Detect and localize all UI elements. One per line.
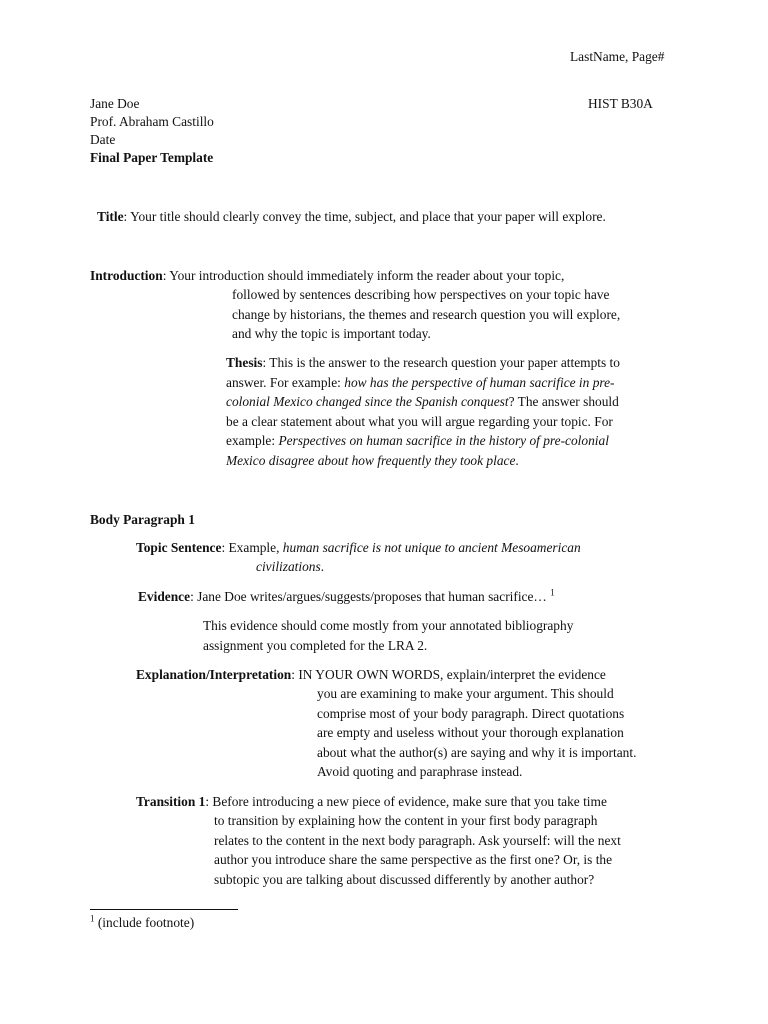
evidence-line bbox=[138, 587, 555, 607]
topic-sentence-line-1 bbox=[136, 538, 581, 558]
introduction-text-1: : Your introduction should immediately inform the reader about your topic, bbox=[162, 268, 565, 283]
explanation-text-6: Avoid quoting and paraphrase instead. bbox=[317, 764, 523, 779]
thesis-line-5 bbox=[226, 431, 620, 451]
explanation-line-1 bbox=[136, 665, 606, 685]
introduction-line-1 bbox=[90, 266, 564, 286]
introduction-text-4: and why the topic is important today. bbox=[232, 326, 431, 341]
thesis-line-1 bbox=[226, 353, 620, 373]
thesis-text-5b: Perspectives on human sacrifice in the history of pre-colonial bbox=[278, 433, 609, 448]
topic-sentence-text-1a: : Example, bbox=[221, 540, 283, 555]
transition-text-4: author you introduce share the same perspective as the first one? Or, is the bbox=[214, 852, 613, 867]
thesis-line-2 bbox=[226, 373, 620, 393]
student-name: Jane Doe bbox=[90, 96, 140, 111]
explanation-text-4: are empty and useless without your thorough explanation bbox=[317, 725, 624, 740]
transition-text-2: to transition by explaining how the content in your first body paragraph bbox=[214, 813, 598, 828]
thesis-text-2b: how has the perspective of human sacrifice in pre- bbox=[344, 374, 615, 390]
topic-sentence-line-2 bbox=[256, 557, 324, 577]
transition-line-1 bbox=[136, 792, 607, 812]
transition-text-5: subtopic you are talking about discussed differently by another author? bbox=[214, 871, 595, 887]
running-head: LastName, Page# bbox=[570, 49, 665, 64]
footnote bbox=[90, 913, 194, 933]
transition-text-3: relates to the content in the next body paragraph. Ask yourself: will the next bbox=[214, 832, 621, 848]
title-instruction bbox=[97, 207, 606, 227]
topic-sentence-label: Topic Sentence bbox=[136, 540, 222, 555]
explanation-text-5: about what the author(s) are saying and why it is important. bbox=[317, 744, 637, 760]
thesis-line-6 bbox=[226, 451, 620, 471]
thesis-line-3 bbox=[226, 392, 620, 412]
evidence-label: Evidence bbox=[138, 589, 191, 604]
transition-text-1: : Before introducing a new piece of evidence, make sure that you take time bbox=[205, 794, 607, 809]
evidence-footnote-mark: 1 bbox=[550, 587, 555, 598]
thesis-text-1: : This is the answer to the research question your paper attempts to bbox=[262, 355, 620, 370]
introduction-text-3: change by historians, the themes and research question you will explore, bbox=[232, 306, 621, 322]
evidence-note bbox=[203, 616, 573, 655]
introduction-text-2: followed by sentences describing how perspectives on your topic have bbox=[232, 287, 610, 302]
introduction-continuation bbox=[232, 285, 620, 344]
explanation-label: Explanation/Interpretation bbox=[136, 667, 292, 682]
transition-label: Transition 1 bbox=[136, 794, 206, 809]
title-label: Title bbox=[97, 209, 124, 224]
transition-continuation bbox=[214, 811, 621, 889]
body-paragraph-heading: Body Paragraph 1 bbox=[90, 512, 195, 527]
topic-sentence-text-2b: . bbox=[320, 559, 325, 574]
evidence-text: : Jane Doe writes/argues/suggests/proposes that human sacrifice… bbox=[190, 589, 551, 604]
thesis-text-6b: . bbox=[515, 452, 519, 468]
thesis-text-5a: example: bbox=[226, 433, 279, 448]
evidence-note-2: assignment you completed for the LRA 2. bbox=[203, 637, 428, 653]
footnote-mark: 1 bbox=[90, 913, 95, 924]
professor-name: Prof. Abraham Castillo bbox=[90, 114, 214, 129]
topic-sentence-text-1b: human sacrifice is not unique to ancient Mesoamerican bbox=[282, 540, 581, 555]
footnote-text: (include footnote) bbox=[94, 915, 195, 930]
thesis-text-2a: answer. For example: bbox=[226, 374, 345, 390]
title-text: : Your title should clearly convey the time, subject, and place that your paper will explore. bbox=[123, 209, 606, 224]
thesis-text-3a: colonial Mexico changed since the Spanish conquest bbox=[226, 394, 509, 409]
explanation-text-2: you are examining to make your argument. This should bbox=[317, 686, 614, 701]
thesis-label: Thesis bbox=[226, 355, 263, 370]
thesis-line-4: be a clear statement about what you will argue regarding your topic. For bbox=[226, 413, 613, 429]
thesis-text-3b: ? The answer should bbox=[508, 394, 619, 409]
topic-sentence-text-2a: civilizations bbox=[256, 559, 321, 574]
introduction-label: Introduction bbox=[90, 268, 163, 283]
date-line: Date bbox=[90, 132, 116, 147]
footnote-separator bbox=[90, 909, 238, 910]
thesis-block bbox=[226, 353, 620, 470]
explanation-text-3: comprise most of your body paragraph. Direct quotations bbox=[317, 705, 625, 721]
evidence-note-1: This evidence should come mostly from your annotated bibliography bbox=[203, 618, 574, 633]
thesis-text-6a: Mexico disagree about how frequently they took place bbox=[226, 452, 516, 468]
course-code: HIST B30A bbox=[588, 96, 653, 111]
document-title: Final Paper Template bbox=[90, 150, 214, 165]
explanation-continuation bbox=[317, 684, 636, 782]
explanation-text-1: : IN YOUR OWN WORDS, explain/interpret the evidence bbox=[291, 667, 606, 682]
